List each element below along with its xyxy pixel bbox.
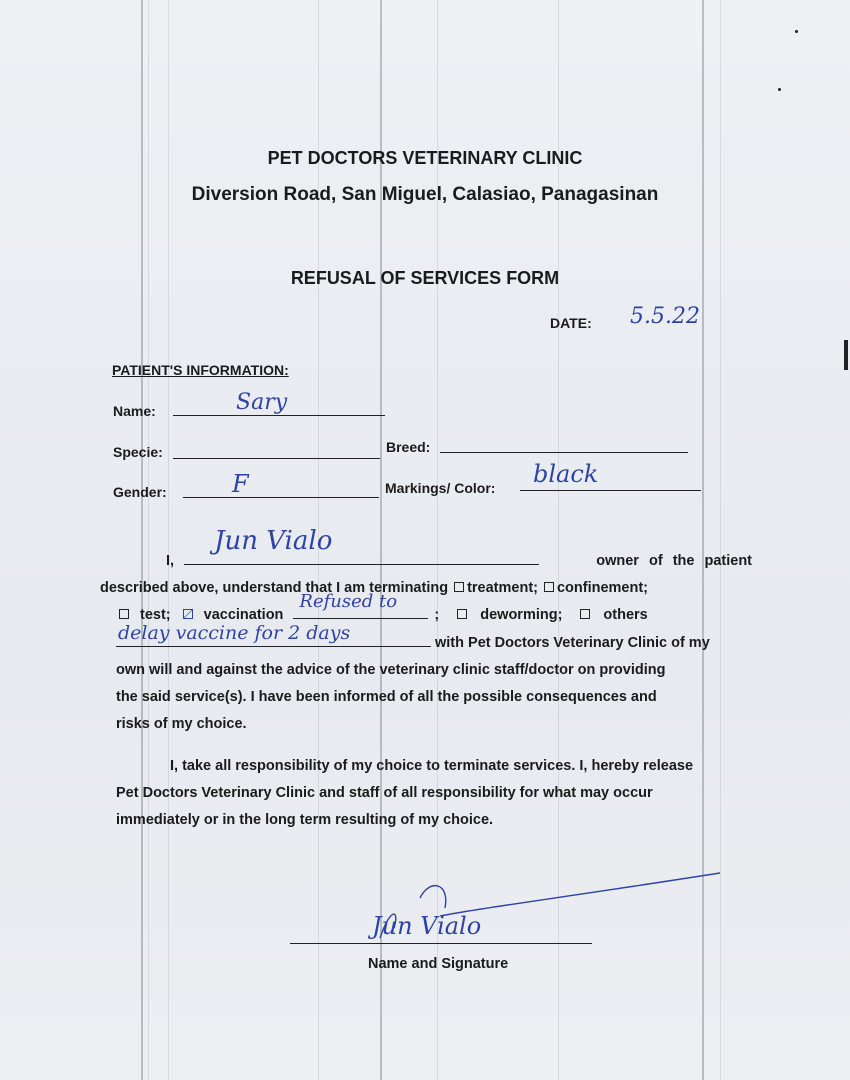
services-line-2: test; vaccination Refused to ; deworming; others: [116, 602, 752, 629]
signature-value: Jun Vialo: [372, 912, 482, 940]
release-paragraph: [116, 753, 752, 835]
release-text-2: Pet Doctors Veterinary Clinic and staff of all responsibility for what may occur: [116, 785, 653, 802]
terms-paragraph: [100, 526, 752, 738]
deworming-label: deworming;: [480, 607, 563, 624]
name-line: [173, 415, 385, 416]
informed-line: [116, 684, 752, 711]
signature-line: [290, 943, 592, 944]
gender-label: Gender:: [113, 484, 167, 500]
vaccination-checkbox[interactable]: [183, 609, 193, 619]
owner-name-value: Jun Vialo: [214, 526, 333, 556]
markings-value: black: [533, 460, 599, 488]
date-label: DATE:: [550, 315, 592, 331]
others-note: delay vaccine for 2 days: [118, 621, 351, 644]
risks-text: risks of my choice.: [116, 716, 247, 733]
release-text-3: immediately or in the long term resulting of my choice.: [116, 812, 494, 829]
patient-info-heading: PATIENT'S INFORMATION:: [112, 362, 289, 378]
services-line-3: [116, 621, 752, 657]
gender-value: F: [232, 470, 249, 498]
scan-speck: [778, 88, 781, 91]
name-label: Name:: [113, 403, 156, 419]
release-line-1: [116, 753, 752, 780]
form-title: REFUSAL OF SERVICES FORM: [290, 268, 560, 288]
others-label: others: [603, 607, 648, 624]
informed-text: the said service(s). I have been informed of all the possible consequences and: [116, 688, 657, 705]
vaccination-label: vaccination: [203, 607, 284, 624]
specie-label: Specie:: [113, 444, 163, 460]
name-value: Sary: [236, 390, 288, 415]
others-blank: [116, 621, 431, 647]
terminating-text: described above, understand that I am terminating: [100, 580, 449, 597]
vaccination-blank: [293, 591, 428, 619]
release-line-3: [116, 807, 752, 834]
owner-name-blank: [184, 526, 539, 565]
treatment-label: treatment;: [467, 580, 538, 597]
markings-line: [520, 490, 701, 491]
advice-line: [116, 657, 752, 684]
clinic-name: PET DOCTORS VETERINARY CLINIC: [267, 148, 583, 168]
deworming-checkbox[interactable]: [457, 609, 467, 619]
clinic-address: Diversion Road, San Miguel, Calasiao, Panagasinan: [191, 184, 659, 205]
gender-line: [183, 497, 379, 498]
test-checkbox[interactable]: [119, 609, 129, 619]
owner-prefix: I,: [166, 553, 175, 569]
clinic-clause: with Pet Doctors Veterinary Clinic of my: [435, 634, 710, 651]
specie-line: [173, 458, 380, 459]
markings-label: Markings/ Color:: [385, 480, 496, 496]
date-value: 5.5.22: [630, 304, 700, 329]
vaccination-note: Refused to: [299, 591, 398, 613]
confinement-label: confinement;: [556, 580, 649, 597]
breed-label: Breed:: [386, 439, 431, 455]
release-text-1: I, take all responsibility of my choice to terminate services. I, hereby release: [170, 758, 694, 774]
treatment-checkbox[interactable]: [454, 582, 464, 592]
scan-edge-mark: [844, 340, 848, 370]
services-line-1: [100, 575, 752, 602]
release-line-2: [116, 780, 752, 807]
others-checkbox[interactable]: [580, 609, 590, 619]
risks-line: [116, 711, 752, 738]
confinement-checkbox[interactable]: [544, 582, 554, 592]
scan-speck: [795, 30, 798, 33]
advice-text: own will and against the advice of the veterinary clinic staff/doctor on providing: [116, 661, 666, 678]
breed-line: [440, 452, 688, 453]
owner-suffix: owner of the patient: [596, 553, 752, 569]
test-label: test;: [140, 607, 171, 624]
signature-label: Name and Signature: [368, 956, 509, 972]
owner-line: [116, 526, 752, 575]
